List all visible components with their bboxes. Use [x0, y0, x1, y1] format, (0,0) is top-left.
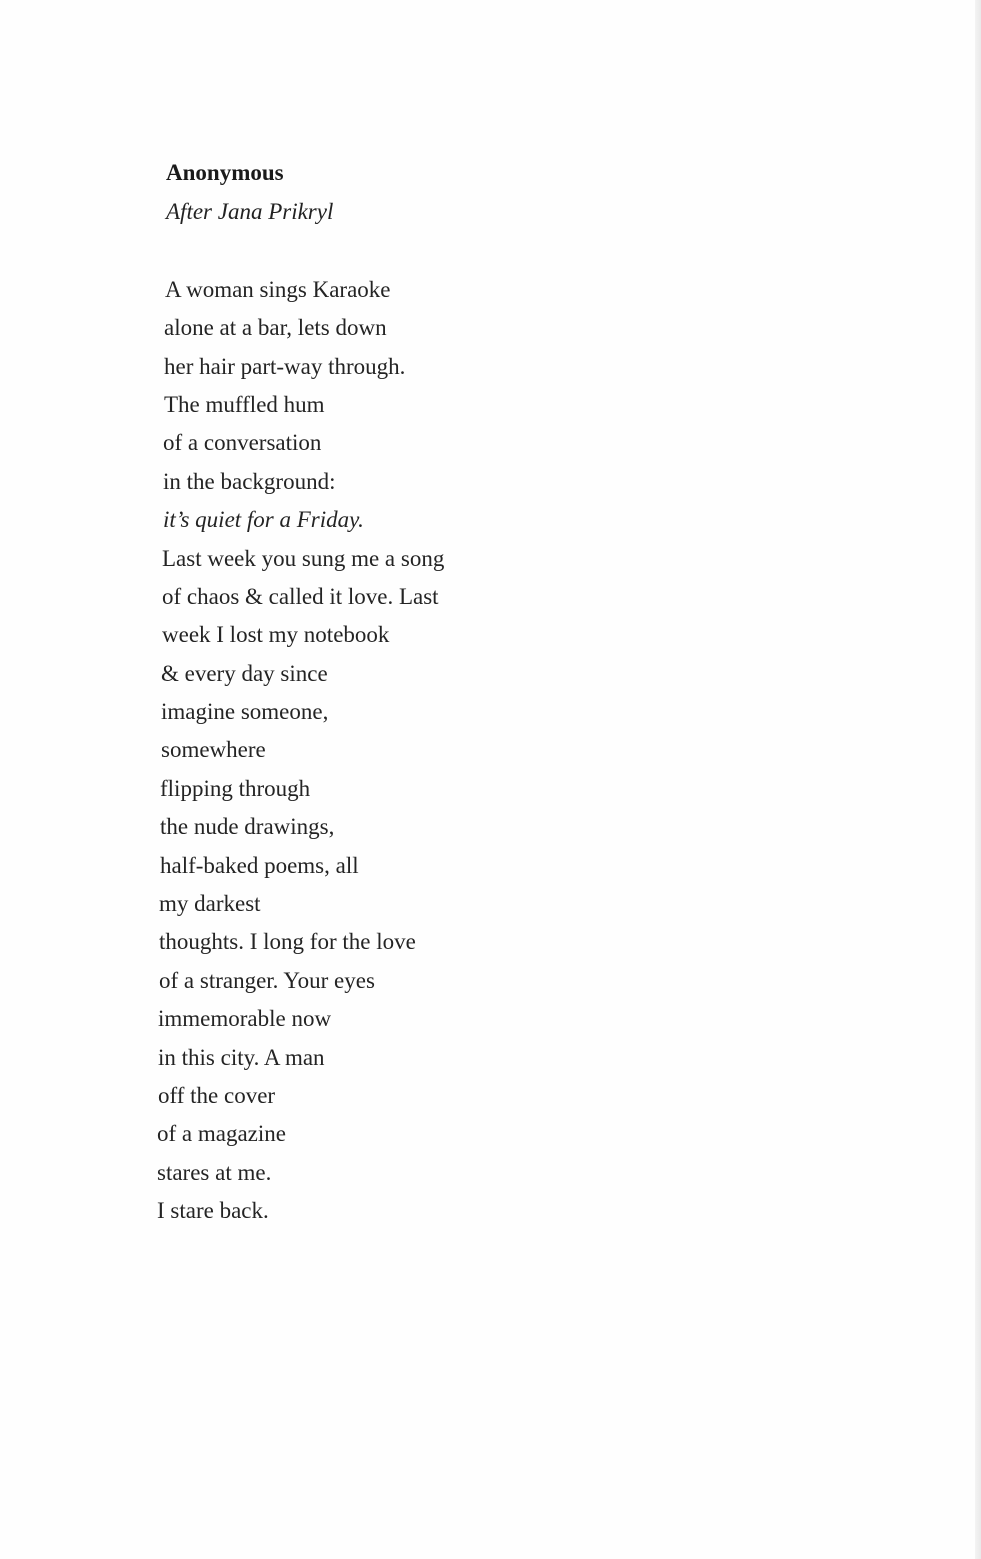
- poem-line: of a stranger. Your eyes: [159, 968, 375, 993]
- poem-line: week I lost my notebook: [162, 622, 390, 647]
- poem-line: in the background:: [163, 469, 336, 494]
- poem-line: flipping through: [160, 776, 311, 801]
- page-edge-shadow: [975, 0, 981, 1559]
- poem-line: Last week you sung me a song: [162, 546, 445, 571]
- poem-line: thoughts. I long for the love: [159, 929, 416, 954]
- poem-line: imagine someone,: [161, 699, 329, 724]
- poem-line: of chaos & called it love. Last: [162, 584, 439, 609]
- poem-line: her hair part-way through.: [164, 354, 406, 379]
- poem-line: & every day since: [161, 661, 328, 686]
- poem-line: in this city. A man: [158, 1045, 325, 1070]
- poem-line: A woman sings Karaoke: [165, 277, 391, 302]
- poem-line: the nude drawings,: [160, 814, 335, 839]
- poem-line: immemorable now: [158, 1006, 332, 1031]
- poem-line: The muffled hum: [164, 392, 325, 417]
- poem-line: half-baked poems, all: [160, 853, 359, 878]
- poem-line: somewhere: [161, 737, 266, 762]
- poem-line: of a conversation: [163, 430, 322, 455]
- poem-line: I stare back.: [157, 1198, 269, 1223]
- poem-dedication: After Jana Prikryl: [166, 199, 334, 224]
- poem-line: my darkest: [159, 891, 261, 916]
- poem-line: stares at me.: [157, 1160, 272, 1185]
- poem-line-italic: it’s quiet for a Friday.: [163, 507, 364, 532]
- poem-line: alone at a bar, lets down: [164, 315, 387, 340]
- poem-title: Anonymous: [166, 160, 284, 185]
- poem-line: of a magazine: [157, 1121, 286, 1146]
- poem-line: off the cover: [158, 1083, 276, 1108]
